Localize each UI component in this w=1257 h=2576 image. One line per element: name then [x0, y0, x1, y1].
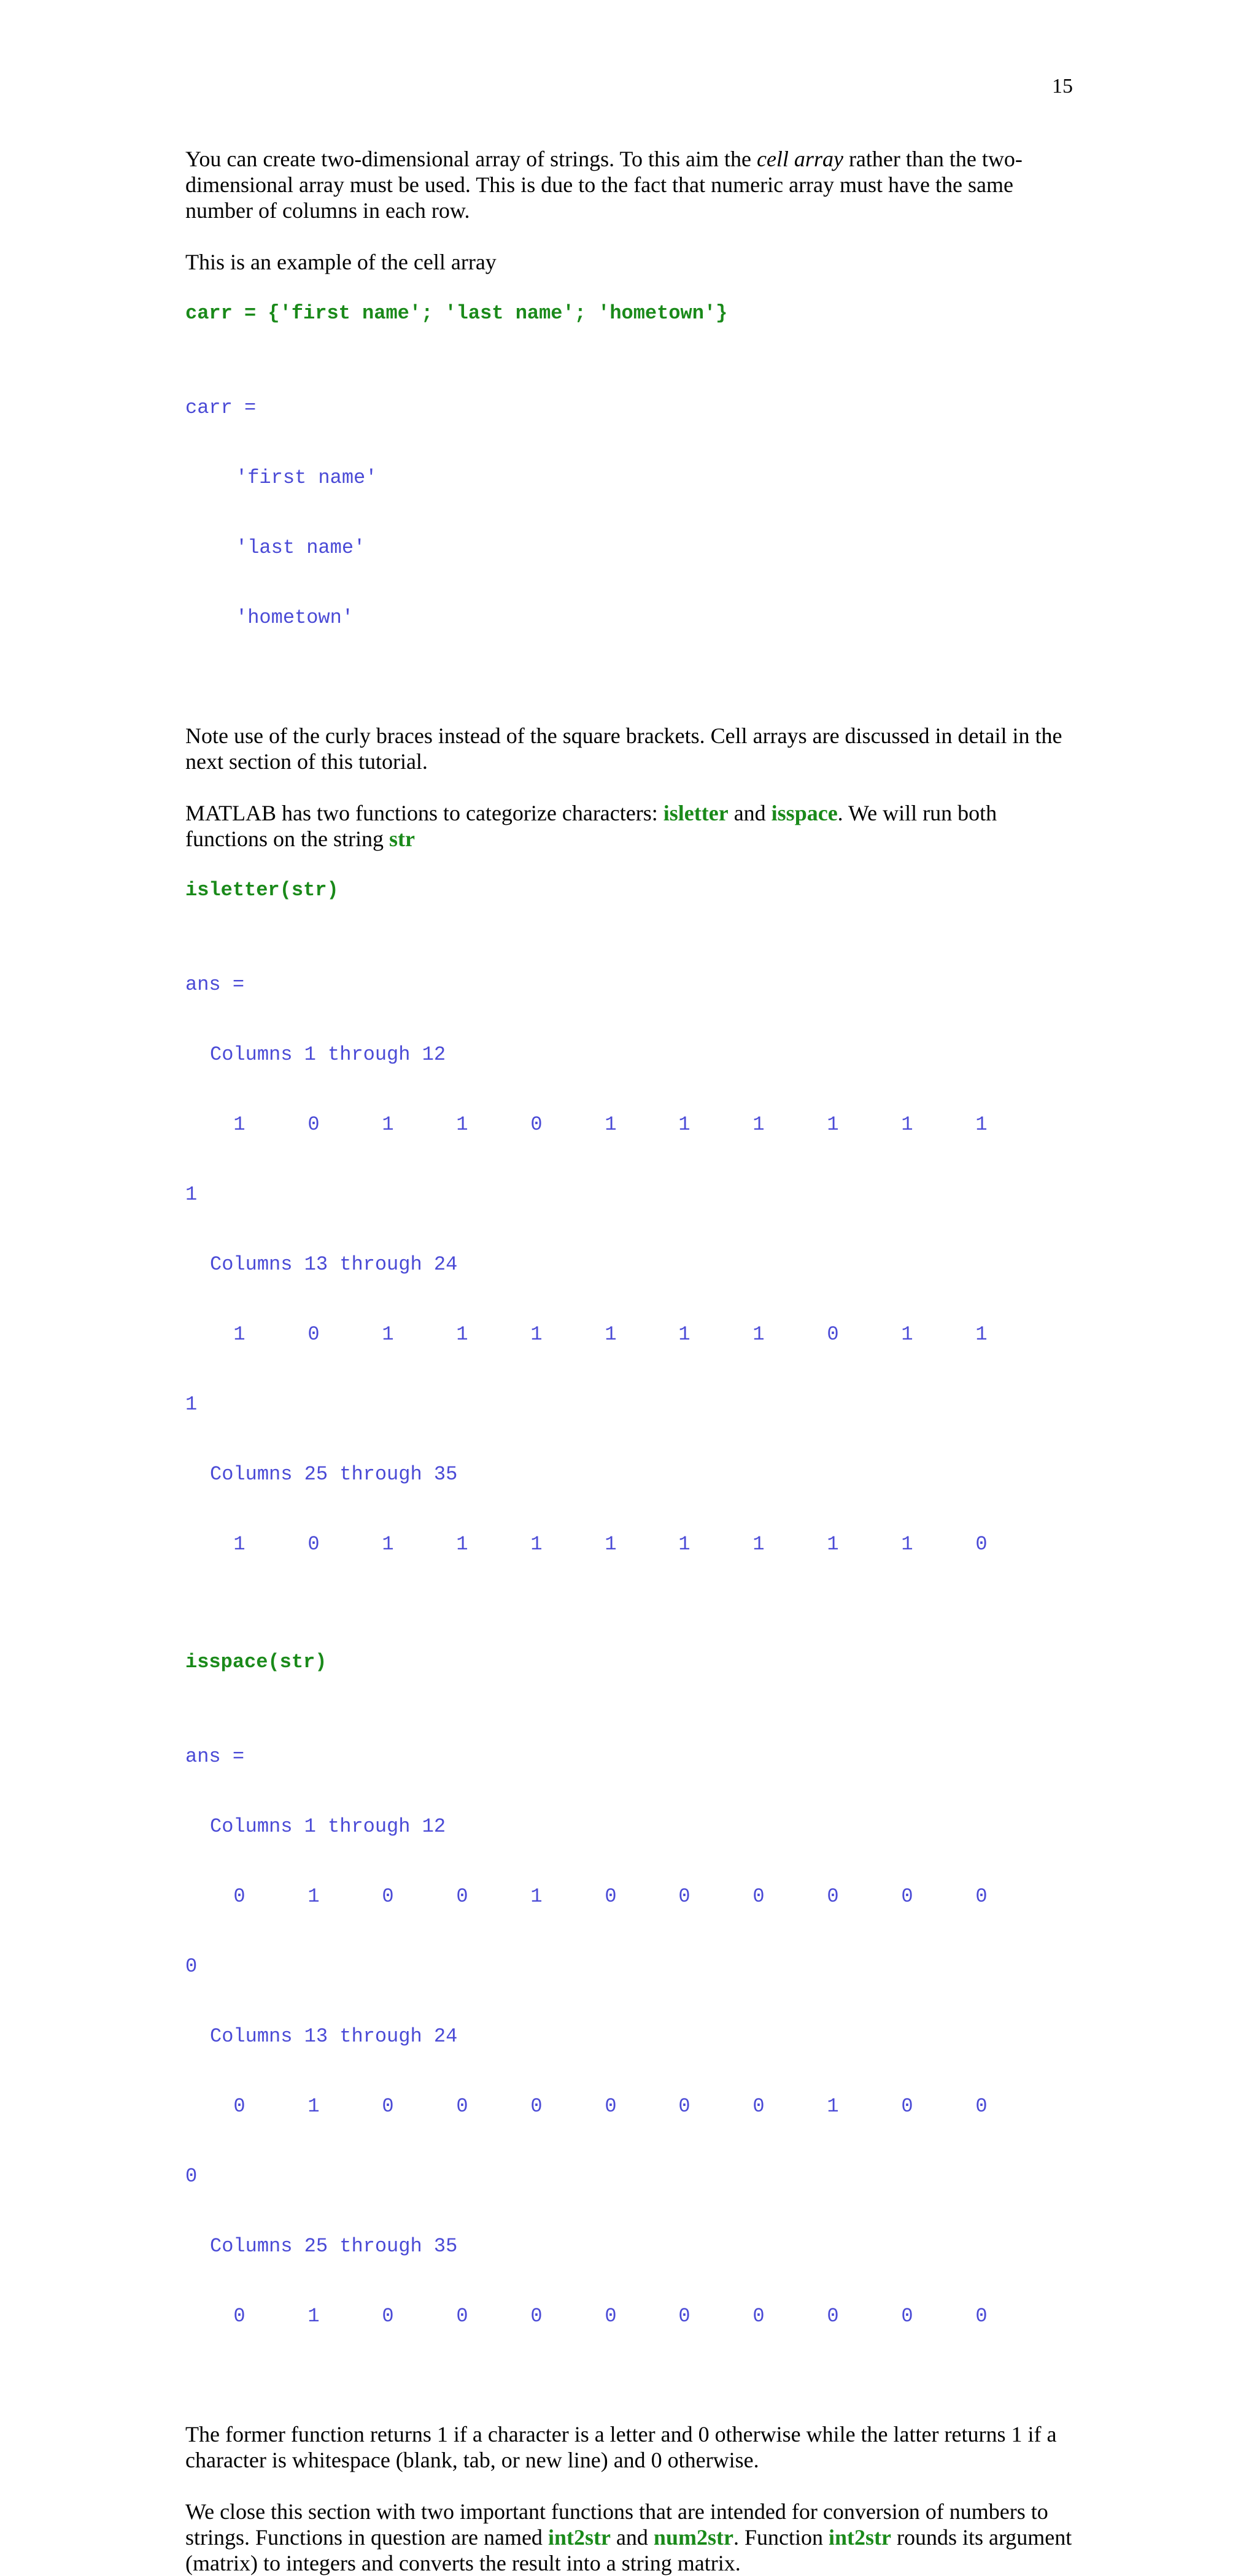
- text: We close this section with two important functions that are intended for conversion of numbers to strings. Functions in question are named: [185, 2499, 1048, 2550]
- output-value: 0: [827, 2305, 839, 2327]
- variable-name-str: str: [389, 827, 415, 851]
- function-name-num2str: num2str: [653, 2525, 733, 2550]
- code-command-carr: carr = {'first name'; 'last name'; 'hometown'}: [185, 302, 728, 325]
- output-value: 0: [975, 2095, 988, 2118]
- output-value: 0: [456, 2095, 468, 2118]
- output-cell-item: 'last name': [236, 536, 366, 559]
- output-value: 1: [307, 2095, 320, 2118]
- page-number: 15: [1052, 75, 1073, 98]
- output-columns-header: Columns 1 through 12: [210, 1043, 446, 1066]
- output-number-row: [185, 2095, 1081, 2118]
- output-number-row: [185, 1113, 1081, 1136]
- text: . Function: [733, 2525, 829, 2550]
- output-value: 0: [605, 1885, 617, 1908]
- output-value: 0: [975, 2305, 988, 2327]
- output-value: 0: [456, 1885, 468, 1908]
- output-value: 1: [678, 1533, 690, 1556]
- output-value: 1: [752, 1323, 765, 1346]
- output-value: 1: [456, 1113, 468, 1136]
- output-number-row: [185, 1885, 1081, 1908]
- output-wrap-value: 1: [185, 1393, 198, 1416]
- output-cell-item: 'hometown': [236, 606, 354, 629]
- output-value: 0: [530, 1113, 543, 1136]
- output-value: 1: [307, 2305, 320, 2327]
- output-value: 0: [382, 2095, 394, 2118]
- output-value: 0: [975, 1533, 988, 1556]
- code-output-isspace: [185, 1699, 1081, 2375]
- output-value: 1: [233, 1113, 246, 1136]
- output-value: 0: [307, 1113, 320, 1136]
- output-value: 1: [901, 1533, 913, 1556]
- text: and: [610, 2525, 654, 2550]
- output-wrap-value: 0: [185, 2165, 198, 2188]
- output-columns-header: Columns 13 through 24: [210, 1253, 458, 1276]
- output-value: 0: [678, 2305, 690, 2327]
- output-number-row: [185, 2305, 1081, 2328]
- function-name-isletter: isletter: [663, 801, 729, 825]
- output-value: 0: [233, 2095, 246, 2118]
- page-content: [185, 146, 1081, 2576]
- output-value: 1: [678, 1113, 690, 1136]
- output-value: 1: [456, 1323, 468, 1346]
- output-value: 1: [975, 1323, 988, 1346]
- output-columns-header: Columns 25 through 35: [210, 1463, 458, 1486]
- output-value: 1: [382, 1323, 394, 1346]
- output-value: 1: [901, 1113, 913, 1136]
- output-columns-header: Columns 25 through 35: [210, 2235, 458, 2258]
- paragraph-example-intro: This is an example of the cell array: [185, 250, 497, 274]
- output-value: 0: [752, 1885, 765, 1908]
- paragraph-categorize-functions: [185, 800, 1081, 852]
- output-columns-header: Columns 1 through 12: [210, 1815, 446, 1838]
- function-name-int2str: int2str: [828, 2525, 891, 2550]
- output-number-row: [185, 1533, 1081, 1556]
- output-value: 1: [233, 1533, 246, 1556]
- text: rather than the two-dimensional array must be used. This is due to the fact that numeric array must have the same number of columns in each row.: [185, 147, 1023, 223]
- output-value: 0: [752, 2305, 765, 2327]
- paragraph-conversion-functions: [185, 2499, 1081, 2576]
- output-header: carr =: [185, 396, 257, 419]
- emphasis-cell-array: cell array: [756, 147, 843, 171]
- output-value: 1: [975, 1113, 988, 1136]
- output-columns-header: Columns 13 through 24: [210, 2025, 458, 2048]
- function-name-int2str: int2str: [547, 2525, 611, 2550]
- output-value: 1: [752, 1113, 765, 1136]
- text: . We will run both functions on the string: [185, 801, 997, 851]
- output-value: 1: [605, 1323, 617, 1346]
- code-output-isletter: [185, 927, 1081, 1603]
- output-value: 1: [827, 1533, 839, 1556]
- output-value: 1: [456, 1533, 468, 1556]
- output-value: 1: [678, 1323, 690, 1346]
- text: MATLAB has two functions to categorize characters:: [185, 801, 663, 825]
- output-value: 1: [382, 1533, 394, 1556]
- output-value: 1: [605, 1113, 617, 1136]
- output-value: 0: [382, 2305, 394, 2327]
- paragraph-curly-braces-note: Note use of the curly braces instead of the square brackets. Cell arrays are discussed in detail in the next section of this tutorial.: [185, 723, 1062, 774]
- output-value: 0: [827, 1885, 839, 1908]
- output-value: 0: [530, 2095, 543, 2118]
- output-value: 1: [605, 1533, 617, 1556]
- output-value: 1: [530, 1885, 543, 1908]
- output-value: 1: [307, 1885, 320, 1908]
- output-value: 0: [307, 1323, 320, 1346]
- output-number-row: [185, 1323, 1081, 1346]
- text: and: [728, 801, 772, 825]
- code-command-isletter: isletter(str): [185, 879, 339, 901]
- output-header: ans =: [185, 1745, 245, 1768]
- output-cell-item: 'first name': [236, 466, 377, 489]
- output-value: 1: [382, 1113, 394, 1136]
- output-value: 1: [530, 1323, 543, 1346]
- text: rounds its argument (matrix) to integers and converts the result into a string matrix.: [185, 2525, 1072, 2575]
- output-value: 0: [530, 2305, 543, 2327]
- output-value: 0: [382, 1885, 394, 1908]
- paragraph-functions-explanation: The former function returns 1 if a character is a letter and 0 otherwise while the latter returns 1 if a character is whitespace (blank, tab, or new line) and 0 otherwise.: [185, 2422, 1057, 2472]
- output-value: 0: [678, 2095, 690, 2118]
- output-value: 0: [975, 1885, 988, 1908]
- output-wrap-value: 1: [185, 1183, 198, 1206]
- output-value: 0: [233, 1885, 246, 1908]
- output-value: 0: [901, 2305, 913, 2327]
- output-value: 1: [901, 1323, 913, 1346]
- output-value: 1: [233, 1323, 246, 1346]
- output-value: 0: [605, 2095, 617, 2118]
- output-value: 1: [827, 2095, 839, 2118]
- output-value: 0: [233, 2305, 246, 2327]
- output-value: 1: [752, 1533, 765, 1556]
- output-value: 0: [901, 1885, 913, 1908]
- output-value: 0: [678, 1885, 690, 1908]
- output-wrap-value: 0: [185, 1955, 198, 1978]
- output-value: 0: [456, 2305, 468, 2327]
- output-value: 0: [752, 2095, 765, 2118]
- output-header: ans =: [185, 973, 245, 996]
- code-command-isspace: isspace(str): [185, 1651, 327, 1673]
- output-value: 1: [530, 1533, 543, 1556]
- output-value: 0: [901, 2095, 913, 2118]
- paragraph-cell-array-intro: [185, 146, 1081, 223]
- function-name-isspace: isspace: [771, 801, 838, 825]
- output-value: 0: [605, 2305, 617, 2327]
- code-output-carr: [185, 350, 1081, 676]
- output-value: 0: [307, 1533, 320, 1556]
- text: You can create two-dimensional array of strings. To this aim the: [185, 147, 757, 171]
- output-value: 1: [827, 1113, 839, 1136]
- output-value: 0: [827, 1323, 839, 1346]
